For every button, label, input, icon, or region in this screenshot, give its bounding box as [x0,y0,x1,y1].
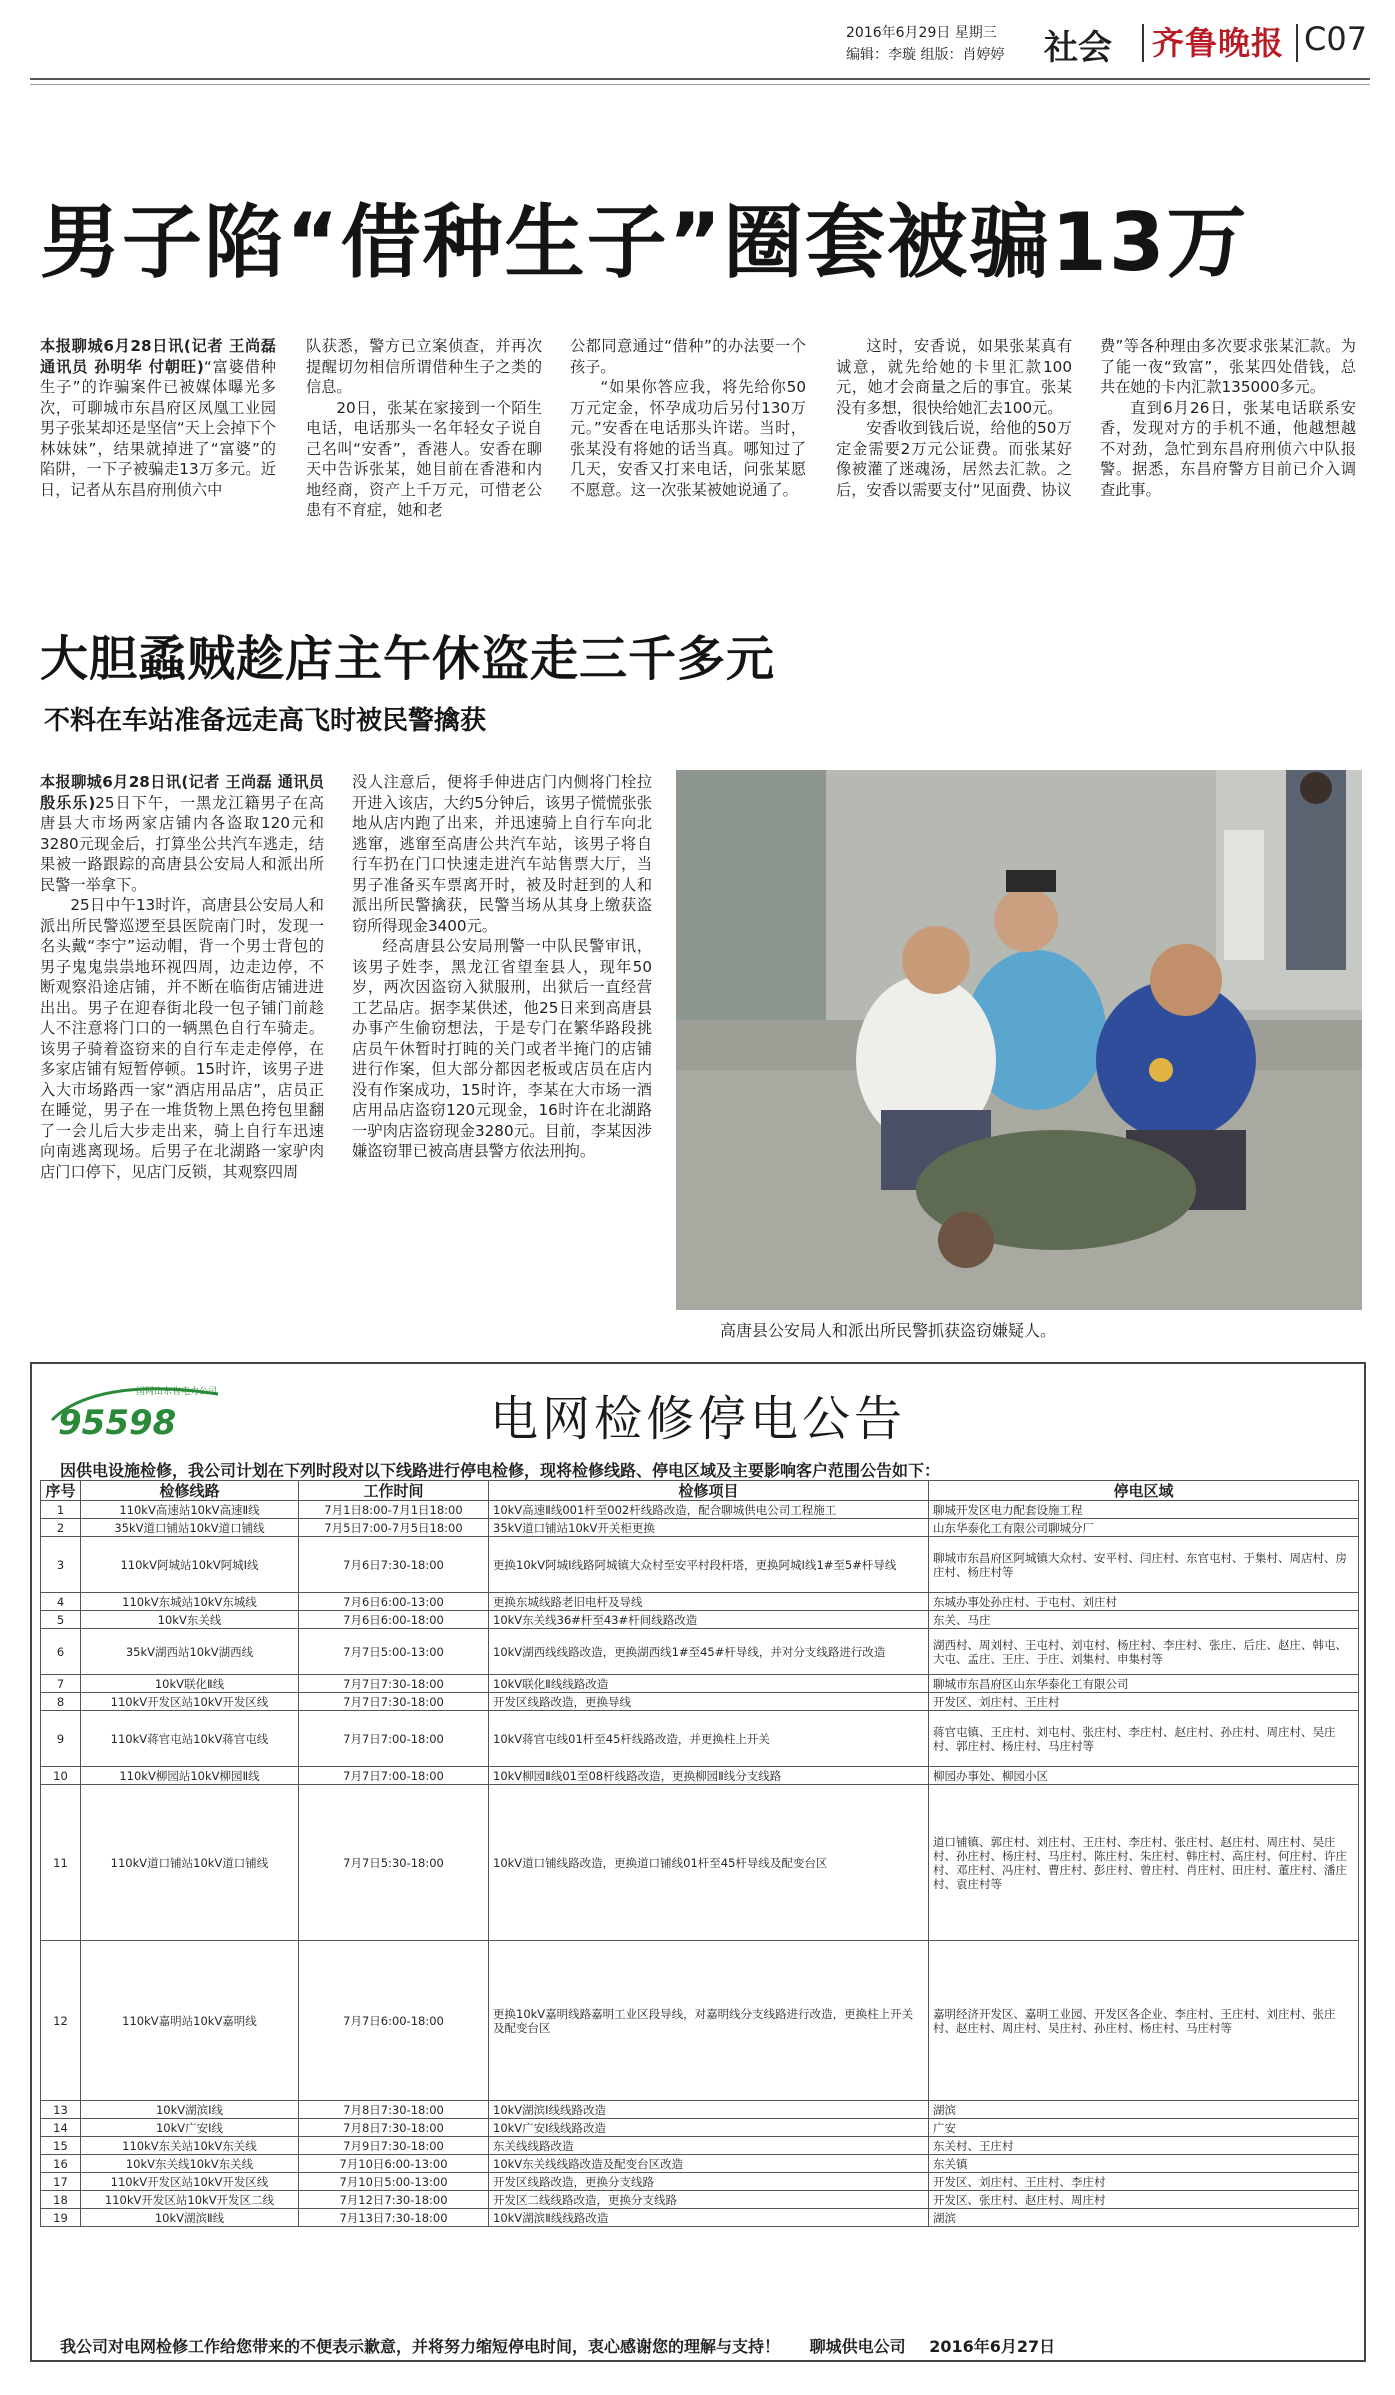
row-line: 10kV湖滨Ⅰ线 [81,2101,299,2119]
row-number: 6 [41,1629,81,1675]
newspaper-logo: 齐鲁晚报 [1152,24,1285,62]
row-number: 9 [41,1711,81,1767]
row-area: 开发区、刘庄村、王庄村、李庄村 [929,2173,1359,2191]
section-name: 社会 [1044,28,1112,68]
row-area: 东城办事处孙庄村、于屯村、刘庄村 [929,1593,1359,1611]
row-item: 10kV东关线36#杆至43#杆间线路改造 [489,1611,929,1629]
article1-paragraph: 直到6月26日，张某电话联系安香，发现对方的手机不通，他越想越不对劲，急忙到东昌府刑侦六中队报警。据悉，东昌府警方目前已介入调查此事。 [1100,398,1356,499]
row-line: 110kV开发区站10kV开发区线 [81,2173,299,2191]
footer-text: 我公司对电网检修工作给您带来的不便表示歉意，并将努力缩短停电时间，衷心感谢您的理解与支持！ [60,2337,781,2356]
outage-table [40,1480,1359,2227]
row-line: 110kV开发区站10kV开发区线 [81,1693,299,1711]
row-number: 18 [41,2191,81,2209]
row-time: 7月7日5:30-18:00 [299,1785,489,1941]
row-area: 柳园办事处、柳园小区 [929,1767,1359,1785]
row-time: 7月7日7:00-18:00 [299,1767,489,1785]
row-item: 10kV柳园Ⅱ线01至08杆线路改造，更换柳园Ⅱ线分支线路 [489,1767,929,1785]
row-number: 11 [41,1785,81,1941]
row-item: 10kV湖滨Ⅰ线线路改造 [489,2101,929,2119]
article2-dateline: 本报聊城6月28日讯(记者 王尚磊 通讯员 殷乐乐) [40,773,324,812]
row-item: 更换10kV嘉明线路嘉明工业区段导线，对嘉明线分支线路进行改造，更换柱上开关及配变台区 [489,1941,929,2101]
article1-paragraph: 费”等各种理由多次要求张某汇款。为了能一夜“致富”，张某四处借钱，总共在她的卡内汇款135000多元。 [1100,337,1356,396]
row-time: 7月13日7:30-18:00 [299,2209,489,2227]
row-number: 8 [41,1693,81,1711]
table-row [41,1693,1359,1711]
table-row [41,2191,1359,2209]
article1-paragraph: “如果你答应我，将先给你50万元定金，怀孕成功后另付130万元。”安香在电话那头许诺。当时，张某没有将她的话当真。哪知过了几天，安香又打来电话，问张某愿不愿意。这一次张某被她说通了。 [570,378,806,499]
row-number: 7 [41,1675,81,1693]
row-time: 7月6日7:30-18:00 [299,1537,489,1593]
column-header: 检修项目 [489,1481,929,1501]
row-item: 35kV道口铺站10kV开关柜更换 [489,1519,929,1537]
row-number: 2 [41,1519,81,1537]
header-rule [30,78,1370,80]
row-line: 10kV东关线 [81,1611,299,1629]
row-area: 湖滨 [929,2101,1359,2119]
row-line: 110kV东城站10kV东城线 [81,1593,299,1611]
photo-caption: 高唐县公安局人和派出所民警抓获盗窃嫌疑人。 [720,1321,1057,1340]
table-row [41,1501,1359,1519]
outage-notice [30,1362,1366,2362]
notice-intro: 因供电设施检修，我公司计划在下列时段对以下线路进行停电检修，现将检修线路、停电区域及主要影响客户范围公告如下： [60,1461,941,1480]
row-time: 7月1日8:00-7月1日18:00 [299,1501,489,1519]
table-row [41,1593,1359,1611]
table-row [41,1611,1359,1629]
row-time: 7月6日6:00-18:00 [299,1611,489,1629]
article2-paragraph: 25日中午13时许，高唐县公安局人和派出所民警巡逻至县医院南门时，发现一名头戴“李宁”运动帽，背一个男士背包的男子鬼鬼祟祟地环视四周，边走边停，不断观察沿途店铺，并不断在临街店铺进进出出。男子在迎春街北段一包子铺门前趁人不注意将门口的一辆黑色自行车骑走。该男子骑着盗窃来的自行车走走停停，在多家店铺有短暂停顿。15时许，该男子进入大市场路西一家“酒店用品店”，店员正在睡觉，男子在一堆货物上黑色挎包里翻了一会儿后大步走出来，骑上自行车迅速向南逃离现场。后男子在北湖路一家驴肉店门口停下，见店门反锁，其观察四周 [40,896,324,1181]
row-area: 开发区、张庄村、赵庄村、周庄村 [929,2191,1359,2209]
table-row [41,2137,1359,2155]
row-number: 17 [41,2173,81,2191]
row-area: 湖滨 [929,2209,1359,2227]
article2-column [40,772,324,1328]
news-photo [676,770,1362,1310]
row-time: 7月7日7:30-18:00 [299,1675,489,1693]
table-row [41,1629,1359,1675]
row-number: 19 [41,2209,81,2227]
table-row [41,2101,1359,2119]
row-area: 山东华泰化工有限公司聊城分厂 [929,1519,1359,1537]
row-time: 7月7日7:00-18:00 [299,1711,489,1767]
row-line: 10kV联化Ⅱ线 [81,1675,299,1693]
row-time: 7月9日7:30-18:00 [299,2137,489,2155]
row-time: 7月7日6:00-18:00 [299,1941,489,2101]
header-divider [1142,24,1144,62]
article2-subheadline: 不料在车站准备远走高飞时被民警擒获 [44,706,487,736]
row-line: 10kV湖滨Ⅱ线 [81,2209,299,2227]
row-line: 10kV广安Ⅰ线 [81,2119,299,2137]
row-area: 东关、马庄 [929,1611,1359,1629]
column-header: 序号 [41,1481,81,1501]
row-time: 7月10日5:00-13:00 [299,2173,489,2191]
article1-column [306,336,542,594]
row-time: 7月10日6:00-13:00 [299,2155,489,2173]
row-line: 10kV东关线10kV东关线 [81,2155,299,2173]
row-number: 16 [41,2155,81,2173]
page-number: C07 [1304,20,1368,58]
row-time: 7月8日7:30-18:00 [299,2101,489,2119]
article1-column [570,336,806,594]
article1-paragraph: 安香收到钱后说，给他的50万定金需要2万元公证费。而张某好像被灌了迷魂汤，居然去汇款。之后，安香以需要支付“见面费、协议 [836,419,1072,499]
row-area: 聊城市东昌府区阿城镇大众村、安平村、闫庄村、东官屯村、于集村、周店村、房庄村、杨庄村等 [929,1537,1359,1593]
row-item: 10kV东关线线路改造及配变台区改造 [489,2155,929,2173]
row-item: 开发区线路改造，更换分支线路 [489,2173,929,2191]
row-time: 7月6日6:00-13:00 [299,1593,489,1611]
footer-org: 聊城供电公司 [809,2337,906,2356]
row-number: 5 [41,1611,81,1629]
column-header: 工作时间 [299,1481,489,1501]
table-row [41,2119,1359,2137]
logo-number-text: 95598 [58,1403,177,1442]
table-row [41,2155,1359,2173]
article1-column [40,336,276,594]
row-area: 东关镇 [929,2155,1359,2173]
article1-paragraph: 队获悉，警方已立案侦查，并再次提醒切勿相信所谓借种生子之类的信息。 [306,337,542,396]
row-item: 更换东城线路老旧电杆及导线 [489,1593,929,1611]
table-row [41,1941,1359,2101]
row-number: 12 [41,1941,81,2101]
row-item: 10kV联化Ⅱ线线路改造 [489,1675,929,1693]
row-line: 110kV柳园站10kV柳园Ⅱ线 [81,1767,299,1785]
notice-title: 电网检修停电公告 [489,1391,906,1447]
row-area: 道口铺镇、郭庄村、刘庄村、王庄村、李庄村、张庄村、赵庄村、周庄村、吴庄村、孙庄村、杨庄村、马庄村、陈庄村、朱庄村、韩庄村、高庄村、何庄村、许庄村、邓庄村、冯庄村、曹庄村、彭庄村、曾庄村、肖庄村、田庄村、董庄村、潘庄村、袁庄村等 [929,1785,1359,1941]
header-rule [30,84,1370,85]
row-number: 3 [41,1537,81,1593]
row-area: 聊城开发区电力配套设施工程 [929,1501,1359,1519]
row-line: 110kV阿城站10kV阿城Ⅰ线 [81,1537,299,1593]
table-row [41,1767,1359,1785]
row-line: 110kV东关站10kV东关线 [81,2137,299,2155]
row-item: 开发区线路改造，更换导线 [489,1693,929,1711]
table-row [41,1537,1359,1593]
table-row [41,1519,1359,1537]
row-item: 10kV高速Ⅱ线001杆至002杆线路改造，配合聊城供电公司工程施工 [489,1501,929,1519]
article1-headline: 男子陷“借种生子”圈套被骗13万 [40,196,1249,289]
article2-text: 25日下午，一黑龙江籍男子在高唐县大市场两家店铺内各盗取120元和3280元现金后，打算坐公共汽车逃走，结果被一路跟踪的高唐县公安局人和派出所民警一举拿下。 [40,793,324,894]
row-line: 110kV道口铺站10kV道口铺线 [81,1785,299,1941]
row-area: 开发区、刘庄村、王庄村 [929,1693,1359,1711]
row-item: 开发区二线线路改造，更换分支线路 [489,2191,929,2209]
column-header: 停电区域 [929,1481,1359,1501]
row-area: 湖西村、周刘村、王屯村、刘屯村、杨庄村、李庄村、张庄、后庄、赵庄、韩屯、大屯、孟庄、王庄、于庄、刘集村、申集村等 [929,1629,1359,1675]
article1-text: “富婆借种生子”的诈骗案件已被媒体曝光多次，可聊城市东昌府区凤凰工业园男子张某却还是坚信“天上会掉下个林妹妹”，结果就掉进了“富婆”的陷阱，一下子被骗走13万多元。近日，记者从东昌府刑侦六中 [40,357,276,499]
row-number: 13 [41,2101,81,2119]
row-line: 110kV蒋官屯站10kV蒋官屯线 [81,1711,299,1767]
notice-footer [60,2334,1350,2357]
table-row [41,1711,1359,1767]
header-divider [1296,24,1298,62]
row-line: 35kV道口铺站10kV道口铺线 [81,1519,299,1537]
article1-paragraph: 这时，安香说，如果张某真有诚意，就先给她的卡里汇款100元，她才会商量之后的事宜。张某没有多想，很快给她汇去100元。 [836,337,1072,417]
article1-paragraph: 公都同意通过“借种”的办法要一个孩子。 [570,337,806,376]
row-number: 4 [41,1593,81,1611]
issue-date: 2016年6月29日 星期三 [846,25,997,41]
row-area: 广安 [929,2119,1359,2137]
article2-column [352,772,652,1328]
row-number: 1 [41,1501,81,1519]
row-area: 蒋官屯镇、王庄村、刘屯村、张庄村、李庄村、赵庄村、孙庄村、周庄村、吴庄村、郭庄村、杨庄村、马庄村等 [929,1711,1359,1767]
table-body [41,1501,1359,2227]
table-row [41,2209,1359,2227]
row-area: 东关村、王庄村 [929,2137,1359,2155]
article1-column [836,336,1072,594]
table-row [41,2173,1359,2191]
row-item: 更换10kV阿城Ⅰ线路阿城镇大众村至安平村段杆塔，更换阿城Ⅰ线1#至5#杆导线 [489,1537,929,1593]
row-number: 10 [41,1767,81,1785]
logo-org-text: 国网山东省电力公司 [136,1387,218,1397]
row-area: 聊城市东昌府区山东华泰化工有限公司 [929,1675,1359,1693]
row-item: 东关线线路改造 [489,2137,929,2155]
row-line: 35kV湖西站10kV湖西线 [81,1629,299,1675]
article1-paragraph: 20日，张某在家接到一个陌生电话，电话那头一名年轻女子说自己名叫“安香”，香港人。安香在聊天中告诉张某，她目前在香港和内地经商，资产上千万元，可惜老公患有不育症，她和老 [306,398,542,519]
row-item: 10kV道口铺线路改造，更换道口铺线01杆至45杆导线及配变台区 [489,1785,929,1941]
row-time: 7月7日7:30-18:00 [299,1693,489,1711]
row-item: 10kV湖西线线路改造，更换湖西线1#至45#杆导线，并对分支线路进行改造 [489,1629,929,1675]
article1-dateline: 本报聊城6月28日讯(记者 王尚磊 通讯员 孙明华 付朝旺) [40,337,276,376]
row-item: 10kV广安Ⅰ线线路改造 [489,2119,929,2137]
article1-column [1100,336,1356,594]
row-time: 7月8日7:30-18:00 [299,2119,489,2137]
row-item: 10kV湖滨Ⅱ线线路改造 [489,2209,929,2227]
article2-paragraph: 经高唐县公安局刑警一中队民警审讯，该男子姓李，黑龙江省望奎县人，现年50岁，两次因盗窃入狱服刑，出狱后一直经营工艺品店。据李某供述，他25日来到高唐县办事产生偷窃想法，于是专门在繁华路段挑店员午休暂时打盹的关门或者半掩门的店铺进行作案，但大部分都因老板或店员在店内没有作案成功，15时许，李某在大市场一酒店用品店盗窃120元现金，16时许在北湖路一驴肉店盗窃现金3280元。目前，李某因涉嫌盗窃罪已被高唐县警方依法刑拘。 [352,937,652,1160]
table-header-row [41,1481,1359,1501]
photo-illustration [676,770,1362,1310]
row-line: 110kV高速站10kV高速Ⅱ线 [81,1501,299,1519]
editor-credits: 编辑：李璇 组版：肖婷婷 [846,47,1005,63]
footer-date: 2016年6月27日 [929,2337,1056,2356]
column-header: 检修线路 [81,1481,299,1501]
row-number: 15 [41,2137,81,2155]
row-line: 110kV嘉明站10kV嘉明线 [81,1941,299,2101]
row-item: 10kV蒋官屯线01杆至45杆线路改造，并更换柱上开关 [489,1711,929,1767]
article2-headline: 大胆蟊贼趁店主午休盗走三千多元 [40,631,776,687]
row-area: 嘉明经济开发区、嘉明工业园、开发区各企业、李庄村、王庄村、刘庄村、张庄村、赵庄村、周庄村、吴庄村、孙庄村、杨庄村、马庄村等 [929,1941,1359,2101]
table-row [41,1675,1359,1693]
row-time: 7月12日7:30-18:00 [299,2191,489,2209]
row-time: 7月7日5:00-13:00 [299,1629,489,1675]
table-row [41,1785,1359,1941]
row-line: 110kV开发区站10kV开发区二线 [81,2191,299,2209]
row-number: 14 [41,2119,81,2137]
row-time: 7月5日7:00-7月5日18:00 [299,1519,489,1537]
article2-paragraph: 没人注意后，便将手伸进店门内侧将门栓拉开进入该店，大约5分钟后，该男子慌慌张张地从店内跑了出来，并迅速骑上自行车向北逃窜，逃窜至高唐公共汽车站，该男子将自行车扔在门口快速走进汽车站售票大厅，当男子准备买车票离开时，被及时赶到的人和派出所民警擒获，民警当场从其身上缴获盗窃所得现金3400元。 [352,773,652,935]
